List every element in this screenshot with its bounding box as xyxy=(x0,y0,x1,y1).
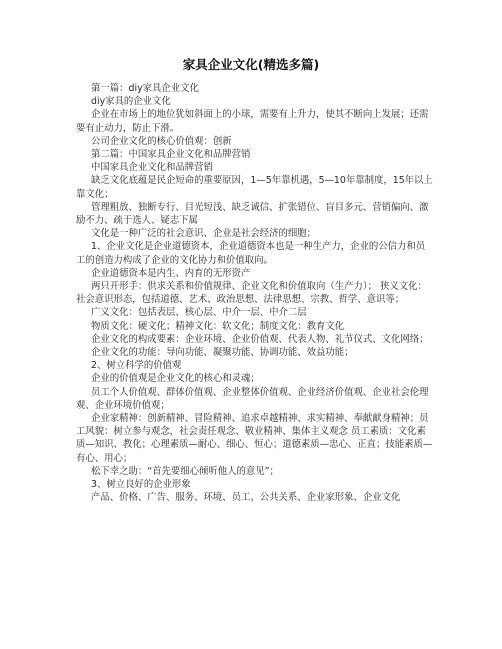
body-paragraph: 广义文化：包括表层、核心层、中介一层、中介二层 xyxy=(91,307,307,319)
document-body xyxy=(76,82,434,505)
document-title: 家具企业文化(精选多篇) xyxy=(182,57,320,72)
body-paragraph: 两只开形手：供求关系和价值规律、企业文化和价值取向（生产力）； 狭义文化：社会意识形态，包括道德、艺术、政治思想、法律思想、宗教、哲学、意识等； xyxy=(76,281,427,306)
body-paragraph: 企业文化的构成要素：企业环境、企业价值观、代表人物、礼节仪式、文化网络； xyxy=(91,333,429,345)
body-paragraph: 3、树立良好的企业形象 xyxy=(91,479,191,491)
body-paragraph: 企业道德资本是内生、内育的无形资产 xyxy=(91,267,251,279)
body-paragraph: 1、企业文化是企业道德资本，企业道德资本也是一种生产力，企业的公信力和员工的创造力构成了企业的文化协力和价值取向。 xyxy=(76,241,426,266)
body-paragraph: 物质文化：硬文化；精神文化：软文化；制度文化：教育文化 xyxy=(91,320,345,332)
body-paragraph: 2、树立科学的价值观 xyxy=(91,360,182,372)
body-paragraph: 第二篇：中国家具企业文化和品牌营销 xyxy=(91,149,251,161)
body-paragraph: 企业文化的功能：导向功能、凝聚功能、协调功能、效益功能； xyxy=(91,347,354,359)
body-paragraph: diy家具的企业文化 xyxy=(91,96,171,108)
body-paragraph: 产品、价格、广告、服务、环境、员工、公共关系、企业家形象、企业文化 xyxy=(91,492,401,504)
body-paragraph: 文化是一种广泛的社会意识、企业是社会经济的细胞； xyxy=(91,228,317,240)
body-paragraph: 缺乏文化底蕴是民企短命的重要原因，1—5年靠机遇，5—10年靠制度，15年以上靠文化； xyxy=(76,175,433,200)
body-paragraph: 企业的价值观是企业文化的核心和灵魂； xyxy=(91,373,260,385)
body-paragraph: 公司企业文化的核心价值观：创新 xyxy=(91,135,232,147)
body-paragraph: 管理粗放、独断专行、目光短浅、缺乏诚信、扩张错位、盲目多元、营销偏向、激励不力、疏于选人、疑志下属 xyxy=(76,201,429,227)
body-paragraph: 企业家精神：创新精神、冒险精神、追求卓越精神、求实精神、奉献献身精神；员工风貌：树立参与观念，社会责任观念、敬业精神、集体主义观念 员工素质：文化素质—知识、教化；心理素质—耐心、细心、恒心；道德素质—忠心、正直；技能素质—有心、用心； xyxy=(76,413,433,464)
body-paragraph: 松下幸之助：“首先要细心倾听他人的意见”； xyxy=(91,465,279,477)
body-paragraph: 第一篇：diy家具企业文化 xyxy=(91,83,199,94)
body-paragraph: 员工个人价值观、群体价值观、企业整体价值观、企业经济价值观、企业社会伦理观、企业环境价值观； xyxy=(76,386,429,411)
body-paragraph: 中国家具企业文化和品牌营销 xyxy=(91,162,213,174)
body-paragraph: 企业在市场上的地位犹如斜面上的小球，需要有上升力，使其不断向上发展；还需要有止动力，防止下滑。 xyxy=(76,109,429,134)
